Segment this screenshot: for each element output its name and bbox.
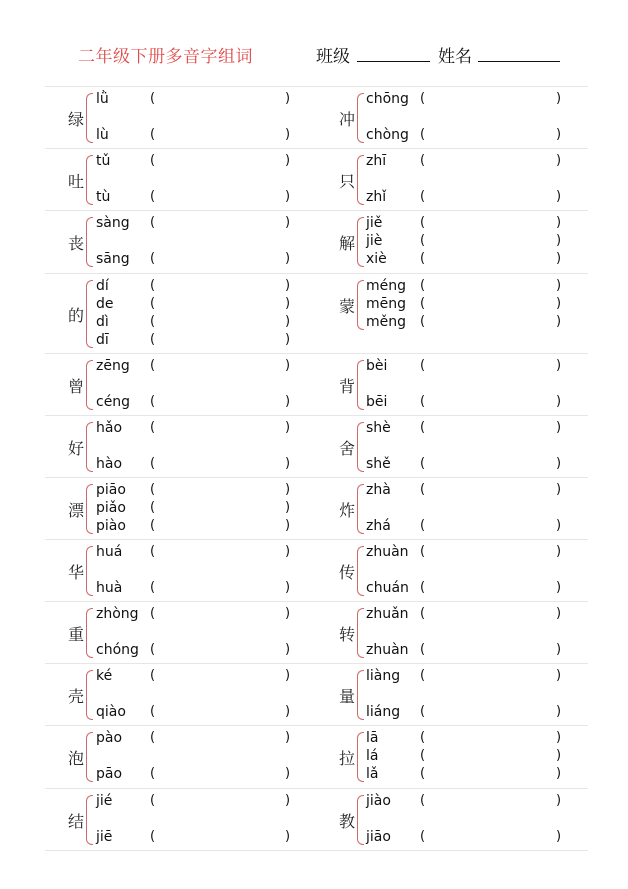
answer-paren-open: (: [420, 189, 426, 204]
answer-paren-open: (: [150, 500, 156, 515]
polyphone-char: 只: [339, 172, 356, 191]
answer-paren-open: (: [150, 314, 156, 329]
answer-paren-close: ): [285, 730, 291, 745]
brace-icon: [86, 608, 93, 658]
pinyin-reading: shè: [366, 420, 391, 436]
answer-paren-open: (: [420, 766, 426, 781]
answer-paren-close: ): [556, 233, 562, 248]
answer-paren-open: (: [150, 704, 156, 719]
answer-paren-open: (: [150, 829, 156, 844]
answer-paren-close: ): [285, 829, 291, 844]
row-divider: [45, 477, 588, 478]
answer-paren-close: ): [285, 580, 291, 595]
pinyin-reading: jiē: [96, 829, 113, 845]
answer-paren-close: ): [556, 314, 562, 329]
answer-paren-open: (: [420, 668, 426, 683]
polyphone-char: 背: [339, 377, 356, 396]
brace-icon: [86, 155, 93, 205]
polyphone-char: 结: [68, 812, 85, 831]
pinyin-reading: chuán: [366, 580, 409, 596]
answer-paren-open: (: [150, 482, 156, 497]
answer-paren-open: (: [150, 544, 156, 559]
answer-paren-open: (: [150, 91, 156, 106]
pinyin-reading: sàng: [96, 215, 130, 231]
answer-paren-close: ): [556, 606, 562, 621]
answer-paren-open: (: [420, 358, 426, 373]
answer-paren-close: ): [285, 500, 291, 515]
pinyin-reading: hào: [96, 456, 123, 472]
answer-paren-close: ): [556, 127, 562, 142]
row-divider: [45, 210, 588, 211]
answer-paren-open: (: [150, 456, 156, 471]
polyphone-char: 壳: [68, 687, 85, 706]
answer-paren-open: (: [150, 518, 156, 533]
answer-paren-open: (: [420, 793, 426, 808]
answer-paren-open: (: [150, 358, 156, 373]
polyphone-char: 吐: [68, 172, 85, 191]
answer-paren-close: ): [285, 394, 291, 409]
answer-paren-close: ): [556, 456, 562, 471]
polyphone-char: 教: [339, 812, 356, 831]
answer-paren-close: ): [285, 153, 291, 168]
answer-paren-close: ): [285, 420, 291, 435]
answer-paren-close: ): [556, 394, 562, 409]
answer-paren-open: (: [150, 580, 156, 595]
pinyin-reading: qiào: [96, 704, 126, 720]
answer-paren-close: ): [285, 296, 291, 311]
brace-icon: [86, 484, 93, 534]
answer-paren-open: (: [420, 606, 426, 621]
polyphone-char: 漂: [68, 501, 85, 520]
pinyin-reading: shě: [366, 456, 391, 472]
polyphone-char: 泡: [68, 749, 85, 768]
answer-paren-open: (: [420, 518, 426, 533]
pinyin-reading: de: [96, 296, 114, 312]
row-divider: [45, 148, 588, 149]
answer-paren-open: (: [420, 278, 426, 293]
answer-paren-close: ): [285, 793, 291, 808]
answer-paren-close: ): [556, 704, 562, 719]
pinyin-reading: xiè: [366, 251, 387, 267]
pinyin-reading: tǔ: [96, 153, 111, 169]
answer-paren-close: ): [556, 91, 562, 106]
worksheet-title: 二年级下册多音字组词: [78, 47, 253, 67]
pinyin-reading: zhī: [366, 153, 387, 169]
polyphone-char: 蒙: [339, 297, 356, 316]
pinyin-reading: dī: [96, 332, 109, 348]
answer-paren-close: ): [285, 314, 291, 329]
brace-icon: [357, 608, 364, 658]
polyphone-char: 炸: [339, 501, 356, 520]
pinyin-reading: zhòng: [96, 606, 139, 622]
row-divider: [45, 788, 588, 789]
answer-paren-open: (: [420, 296, 426, 311]
pinyin-reading: céng: [96, 394, 131, 410]
brace-icon: [86, 795, 93, 845]
pinyin-reading: lā: [366, 730, 379, 746]
class-blank-line: [357, 61, 430, 62]
answer-paren-open: (: [420, 314, 426, 329]
row-divider: [45, 725, 588, 726]
answer-paren-open: (: [420, 580, 426, 595]
answer-paren-close: ): [556, 358, 562, 373]
answer-paren-close: ): [285, 544, 291, 559]
pinyin-reading: sāng: [96, 251, 130, 267]
polyphone-char: 传: [339, 563, 356, 582]
pinyin-reading: měng: [366, 314, 407, 330]
answer-paren-open: (: [420, 730, 426, 745]
answer-paren-close: ): [285, 127, 291, 142]
answer-paren-close: ): [556, 153, 562, 168]
brace-icon: [86, 93, 93, 143]
brace-icon: [357, 155, 364, 205]
pinyin-reading: bēi: [366, 394, 388, 410]
answer-paren-close: ): [285, 642, 291, 657]
answer-paren-open: (: [150, 153, 156, 168]
pinyin-reading: lù: [96, 127, 109, 143]
pinyin-reading: chóng: [96, 642, 139, 658]
answer-paren-open: (: [150, 668, 156, 683]
polyphone-char: 华: [68, 563, 85, 582]
answer-paren-close: ): [556, 296, 562, 311]
answer-paren-open: (: [420, 704, 426, 719]
pinyin-reading: zhá: [366, 518, 391, 534]
pinyin-reading: dì: [96, 314, 109, 330]
pinyin-reading: ké: [96, 668, 113, 684]
pinyin-reading: hǎo: [96, 420, 123, 436]
pinyin-reading: mēng: [366, 296, 407, 312]
brace-icon: [357, 280, 364, 330]
answer-paren-close: ): [285, 518, 291, 533]
answer-paren-open: (: [150, 394, 156, 409]
answer-paren-open: (: [150, 189, 156, 204]
brace-icon: [86, 217, 93, 267]
answer-paren-close: ): [285, 215, 291, 230]
pinyin-reading: liáng: [366, 704, 401, 720]
polyphone-char: 舍: [339, 439, 356, 458]
polyphone-char: 丧: [68, 234, 85, 253]
polyphone-char: 曾: [68, 377, 85, 396]
answer-paren-close: ): [556, 215, 562, 230]
answer-paren-close: ): [556, 668, 562, 683]
answer-paren-close: ): [556, 278, 562, 293]
answer-paren-open: (: [150, 766, 156, 781]
pinyin-reading: tù: [96, 189, 111, 205]
answer-paren-open: (: [150, 251, 156, 266]
brace-icon: [86, 546, 93, 596]
answer-paren-open: (: [150, 730, 156, 745]
class-label: 班级: [316, 47, 350, 67]
answer-paren-close: ): [285, 766, 291, 781]
answer-paren-open: (: [420, 642, 426, 657]
answer-paren-open: (: [150, 127, 156, 142]
answer-paren-open: (: [420, 420, 426, 435]
row-divider: [45, 415, 588, 416]
polyphone-char: 重: [68, 625, 85, 644]
polyphone-char: 好: [68, 439, 85, 458]
row-divider: [45, 601, 588, 602]
pinyin-reading: méng: [366, 278, 407, 294]
pinyin-reading: zēng: [96, 358, 130, 374]
pinyin-reading: lǎ: [366, 766, 379, 782]
answer-paren-close: ): [556, 518, 562, 533]
answer-paren-close: ): [556, 251, 562, 266]
answer-paren-close: ): [556, 766, 562, 781]
brace-icon: [86, 422, 93, 472]
brace-icon: [86, 732, 93, 782]
answer-paren-open: (: [150, 296, 156, 311]
answer-paren-open: (: [420, 829, 426, 844]
answer-paren-close: ): [556, 580, 562, 595]
answer-paren-close: ): [285, 704, 291, 719]
pinyin-reading: zhuàn: [366, 544, 409, 560]
pinyin-reading: jiě: [366, 215, 383, 231]
answer-paren-close: ): [285, 668, 291, 683]
answer-paren-close: ): [556, 189, 562, 204]
pinyin-reading: piāo: [96, 482, 126, 498]
answer-paren-close: ): [285, 332, 291, 347]
row-divider: [45, 273, 588, 274]
answer-paren-open: (: [150, 642, 156, 657]
brace-icon: [357, 546, 364, 596]
brace-icon: [86, 670, 93, 720]
answer-paren-open: (: [420, 215, 426, 230]
brace-icon: [357, 670, 364, 720]
pinyin-reading: piào: [96, 518, 126, 534]
answer-paren-close: ): [556, 482, 562, 497]
answer-paren-close: ): [285, 606, 291, 621]
pinyin-reading: zhuǎn: [366, 606, 409, 622]
pinyin-reading: pào: [96, 730, 123, 746]
pinyin-reading: zhuàn: [366, 642, 409, 658]
polyphone-char: 绿: [68, 110, 85, 129]
brace-icon: [86, 360, 93, 410]
answer-paren-close: ): [556, 829, 562, 844]
answer-paren-close: ): [285, 91, 291, 106]
answer-paren-close: ): [285, 482, 291, 497]
answer-paren-open: (: [420, 544, 426, 559]
answer-paren-open: (: [150, 278, 156, 293]
brace-icon: [357, 484, 364, 534]
brace-icon: [357, 732, 364, 782]
polyphone-char: 拉: [339, 749, 356, 768]
polyphone-char: 冲: [339, 110, 356, 129]
answer-paren-close: ): [556, 420, 562, 435]
answer-paren-open: (: [420, 482, 426, 497]
pinyin-reading: liàng: [366, 668, 401, 684]
pinyin-reading: jiāo: [366, 829, 391, 845]
row-divider: [45, 353, 588, 354]
polyphone-char: 解: [339, 234, 356, 253]
row-divider: [45, 539, 588, 540]
answer-paren-close: ): [285, 189, 291, 204]
name-blank-line: [478, 61, 560, 62]
brace-icon: [86, 280, 93, 348]
brace-icon: [357, 360, 364, 410]
name-label: 姓名: [438, 47, 472, 67]
pinyin-reading: zhǐ: [366, 189, 387, 205]
pinyin-reading: jié: [96, 793, 113, 809]
answer-paren-close: ): [556, 544, 562, 559]
answer-paren-close: ): [556, 793, 562, 808]
row-divider: [45, 850, 588, 851]
answer-paren-open: (: [150, 332, 156, 347]
pinyin-reading: piǎo: [96, 500, 126, 516]
pinyin-reading: jiè: [366, 233, 383, 249]
pinyin-reading: lá: [366, 748, 379, 764]
pinyin-reading: dí: [96, 278, 109, 294]
brace-icon: [357, 795, 364, 845]
pinyin-reading: lǜ: [96, 91, 109, 107]
answer-paren-close: ): [285, 456, 291, 471]
pinyin-reading: pāo: [96, 766, 123, 782]
row-divider: [45, 86, 588, 87]
pinyin-reading: huá: [96, 544, 123, 560]
answer-paren-open: (: [420, 127, 426, 142]
answer-paren-open: (: [420, 91, 426, 106]
answer-paren-open: (: [420, 233, 426, 248]
answer-paren-close: ): [285, 251, 291, 266]
pinyin-reading: jiào: [366, 793, 391, 809]
pinyin-reading: huà: [96, 580, 123, 596]
answer-paren-close: ): [285, 278, 291, 293]
polyphone-char: 量: [339, 687, 356, 706]
brace-icon: [357, 217, 364, 267]
answer-paren-open: (: [420, 394, 426, 409]
answer-paren-open: (: [420, 251, 426, 266]
brace-icon: [357, 422, 364, 472]
brace-icon: [357, 93, 364, 143]
answer-paren-open: (: [150, 215, 156, 230]
polyphone-char: 的: [68, 306, 85, 325]
answer-paren-close: ): [285, 358, 291, 373]
answer-paren-open: (: [420, 153, 426, 168]
polyphone-char: 转: [339, 625, 356, 644]
pinyin-reading: chōng: [366, 91, 409, 107]
answer-paren-close: ): [556, 730, 562, 745]
answer-paren-open: (: [420, 748, 426, 763]
answer-paren-open: (: [150, 606, 156, 621]
answer-paren-close: ): [556, 748, 562, 763]
answer-paren-open: (: [150, 420, 156, 435]
pinyin-reading: bèi: [366, 358, 388, 374]
answer-paren-close: ): [556, 642, 562, 657]
row-divider: [45, 663, 588, 664]
pinyin-reading: chòng: [366, 127, 409, 143]
answer-paren-open: (: [150, 793, 156, 808]
answer-paren-open: (: [420, 456, 426, 471]
pinyin-reading: zhà: [366, 482, 391, 498]
